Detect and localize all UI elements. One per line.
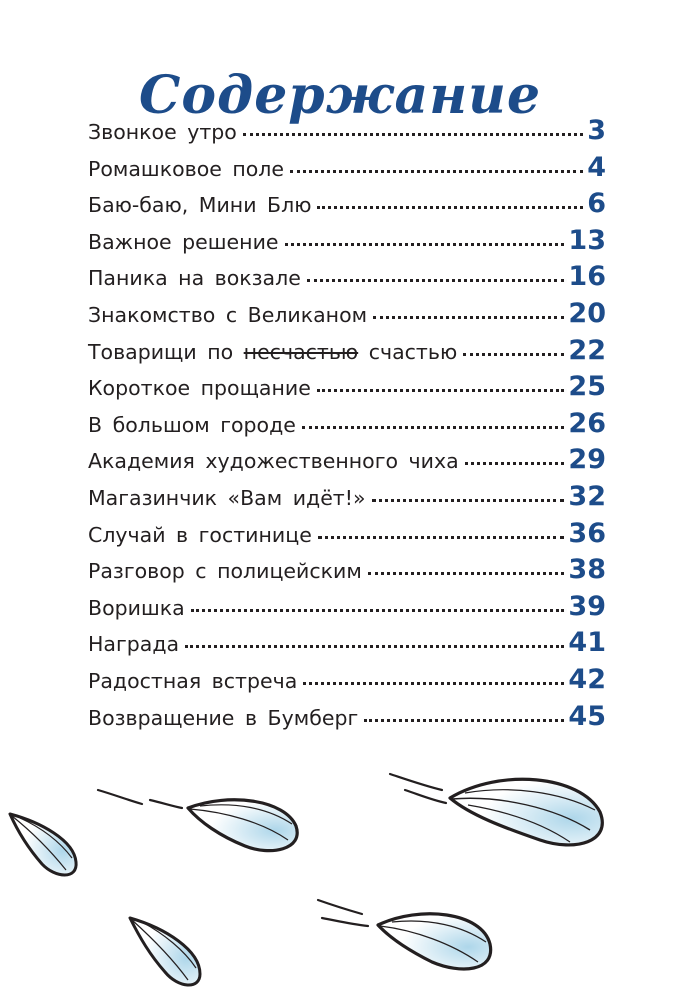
toc-entry <box>88 589 606 626</box>
toc-entry-title: Короткое прощание <box>88 376 311 401</box>
toc-entry <box>88 296 606 333</box>
toc-page-number: 13 <box>568 224 606 256</box>
struck-word: несчастью <box>243 339 359 364</box>
petal-icon <box>130 918 200 985</box>
toc-entry-title: В большом городе <box>88 412 296 437</box>
toc-dot-leader <box>465 462 565 465</box>
toc-entry <box>88 333 606 370</box>
toc-dot-leader <box>191 609 565 612</box>
toc-dot-leader <box>463 353 564 356</box>
toc-page-number: 42 <box>568 663 606 695</box>
toc-entry-title: Ромашковое поле <box>88 156 285 181</box>
toc-entry <box>88 150 606 187</box>
toc-dot-leader <box>302 426 565 429</box>
table-of-contents <box>88 113 606 735</box>
toc-title-part: Товарищи по <box>88 339 234 364</box>
toc-page-number: 32 <box>568 480 606 512</box>
toc-entry <box>88 699 606 736</box>
toc-page-number: 41 <box>568 627 606 659</box>
toc-entry-title <box>88 334 457 371</box>
toc-dot-leader <box>303 682 564 685</box>
petal-icon <box>10 814 76 875</box>
toc-page-number: 29 <box>568 444 606 476</box>
toc-entry <box>88 186 606 223</box>
petals-illustration <box>0 740 680 1000</box>
toc-dot-leader <box>285 243 565 246</box>
toc-entry <box>88 259 606 296</box>
toc-entry-title: Звонкое утро <box>88 120 237 144</box>
toc-entry <box>88 625 606 662</box>
toc-dot-leader <box>364 719 564 722</box>
petal-icon <box>98 790 297 851</box>
toc-entry-title: Возвращение в Бумберг <box>88 705 359 730</box>
petal-icon <box>318 900 491 969</box>
toc-entry <box>88 406 606 443</box>
toc-dot-leader <box>372 499 565 502</box>
toc-dot-leader <box>373 316 564 319</box>
toc-page-number: 38 <box>568 554 606 586</box>
toc-page-number: 20 <box>568 297 606 329</box>
toc-entry-title: Радостная встреча <box>88 668 298 693</box>
toc-dot-leader <box>185 645 564 648</box>
toc-entry <box>88 113 606 150</box>
toc-entry-title: Знакомство с Великаном <box>88 302 368 327</box>
toc-dot-leader <box>368 572 565 575</box>
toc-entry-title: Академия художественного чиха <box>88 449 459 474</box>
toc-page-number: 26 <box>568 407 606 439</box>
toc-page-number: 3 <box>587 115 606 146</box>
toc-page-number: 16 <box>568 261 606 293</box>
toc-title-part: счастью <box>368 339 458 364</box>
toc-entry <box>88 223 606 260</box>
toc-page-number: 22 <box>568 334 606 366</box>
toc-dot-leader <box>290 170 583 173</box>
toc-entry-title: Баю-баю, Мини Блю <box>88 193 312 218</box>
toc-page-number: 36 <box>568 517 606 549</box>
toc-entry <box>88 552 606 589</box>
toc-dot-leader <box>318 536 565 539</box>
toc-entry <box>88 442 606 479</box>
toc-entry-title: Важное решение <box>88 229 279 254</box>
toc-entry-title: Разговор с полицейским <box>88 559 362 584</box>
toc-entry <box>88 662 606 699</box>
toc-entry <box>88 369 606 406</box>
toc-entry-title: Воришка <box>88 595 185 620</box>
toc-dot-leader <box>317 389 565 392</box>
toc-entry <box>88 516 606 553</box>
toc-page-number: 39 <box>568 590 606 622</box>
toc-page-number: 4 <box>587 151 606 183</box>
toc-page-number: 6 <box>587 188 606 220</box>
toc-page-number: 45 <box>568 700 606 732</box>
toc-entry-title: Награда <box>88 632 180 657</box>
petal-icon <box>390 774 602 845</box>
toc-dot-leader <box>317 206 583 209</box>
toc-entry-title: Магазинчик «Вам идёт!» <box>88 485 366 510</box>
toc-page-number: 25 <box>568 371 606 403</box>
page-title: Содержание <box>138 64 542 126</box>
toc-dot-leader <box>307 279 565 282</box>
toc-entry <box>88 479 606 516</box>
toc-dot-leader <box>243 133 583 136</box>
toc-entry-title: Случай в гостинице <box>88 522 312 547</box>
toc-entry-title: Паника на вокзале <box>88 266 301 291</box>
